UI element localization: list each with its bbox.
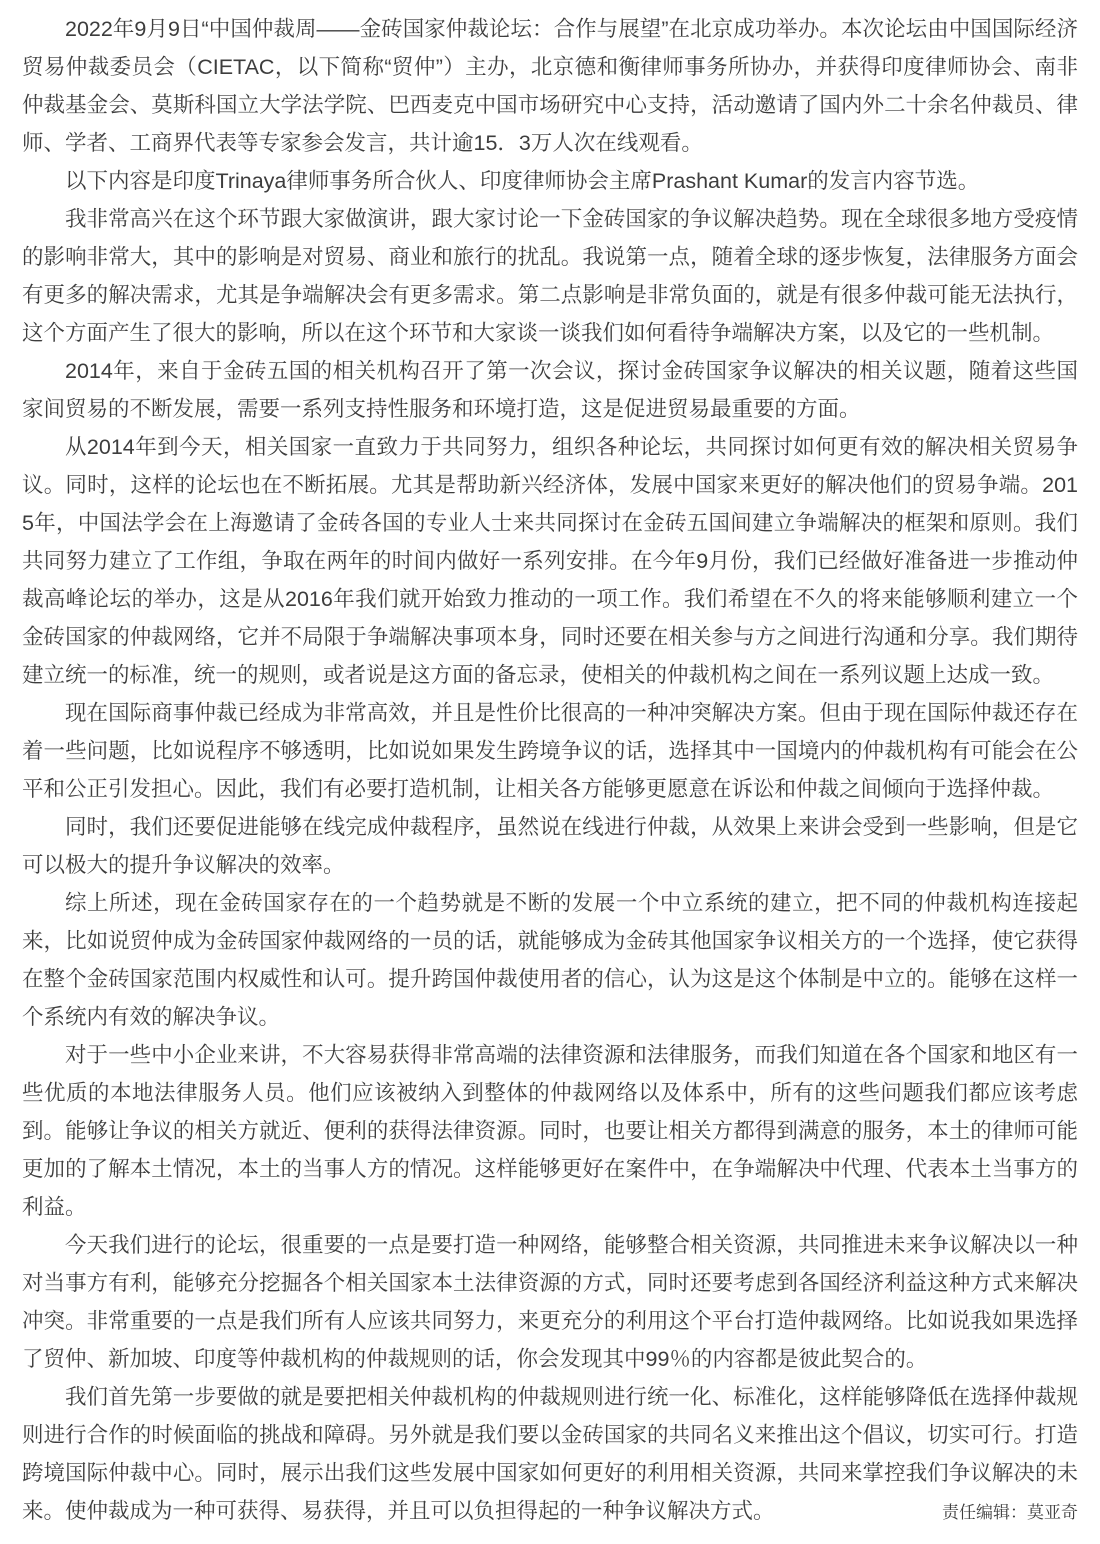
paragraph-forum: 今天我们进行的论坛，很重要的一点是要打造一种网络，能够整合相关资源，共同推进未来争议解决以一种对当事方有利，能够充分挖掘各个相关国家本土法律资源的方式，同时还要考虑到各国经济利益这种方式来解决冲突。非常重要的一点是我们所有人应该共同努力，来更充分的利用这个平台打造仲裁网络。比如说我如果选择了贸仲、新加坡、印度等仲裁机构的仲裁规则的话，你会发现其中99％的内容都是彼此契合的。 [22,1233,1078,1371]
paragraph-steps: 我们首先第一步要做的就是要把相关仲裁机构的仲裁规则进行统一化、标准化，这样能够降低在选择仲裁规则进行合作的时候面临的挑战和障碍。另外就是我们要以金砖国家的共同名义来推出这个倡议，切实可行。打造跨境国际仲裁中心。同时，展示出我们这些发展中国家如何更好的利用相关资源，共同来掌控我们争议解决的未来。使仲裁成为一种可获得、易获得，并且可以负担得起的一种争议解决方式。 [22,1385,1078,1523]
paragraph-summary: 综上所述，现在金砖国家存在的一个趋势就是不断的发展一个中立系统的建立，把不同的仲裁机构连接起来，比如说贸仲成为金砖国家仲裁网络的一员的话，就能够成为金砖其他国家争议相关方的一个选择，使它获得在整个金砖国家范围内权威性和认可。提升跨国仲裁使用者的信心，认为这是这个体制是中立的。能够在这样一个系统内有效的解决争议。 [22,891,1078,1029]
paragraph-sme: 对于一些中小企业来讲，不大容易获得非常高端的法律资源和法律服务，而我们知道在各个国家和地区有一些优质的本地法律服务人员。他们应该被纳入到整体的仲裁网络以及体系中，所有的这些问题我们都应该考虑到。能够让争议的相关方就近、便利的获得法律资源。同时，也要让相关方都得到满意的服务，本土的律师可能更加的了解本土情况，本土的当事人方的情况。这样能够更好在案件中，在争端解决中代理、代表本土当事方的利益。 [22,1043,1078,1219]
paragraph-progress: 从2014年到今天，相关国家一直致力于共同努力，组织各种论坛，共同探讨如何更有效的解决相关贸易争议。同时，这样的论坛也在不断拓展。尤其是帮助新兴经济体，发展中国家来更好的解决他们的贸易争端。2015年，中国法学会在上海邀请了金砖各国的专业人士来共同探讨在金砖五国间建立争端解决的框架和原则。我们共同努力建立了工作组，争取在两年的时间内做好一系列安排。在今年9月份，我们已经做好准备进一步推动仲裁高峰论坛的举办，这是从2016年我们就开始致力推动的一项工作。我们希望在不久的将来能够顺利建立一个金砖国家的仲裁网络，它并不局限于争端解决事项本身，同时还要在相关参与方之间进行沟通和分享。我们期待建立统一的标准，统一的规则，或者说是这方面的备忘录，使相关的仲裁机构之间在一系列议题上达成一致。 [22,435,1078,687]
article-body [22,10,1078,1530]
paragraph-intro: 2022年9月9日“中国仲裁周——金砖国家仲裁论坛：合作与展望”在北京成功举办。本次论坛由中国国际经济贸易仲裁委员会（CIETAC，以下简称“贸仲”）主办，北京德和衡律师事务所协办，并获得印度律师协会、南非仲裁基金会、莫斯科国立大学法学院、巴西麦克中国市场研究中心支持，活动邀请了国内外二十余名仲裁员、律师、学者、工商界代表等专家参会发言，共计逾15．3万人次在线观看。 [22,17,1078,155]
paragraph-2014: 2014年，来自于金砖五国的相关机构召开了第一次会议，探讨金砖国家争议解决的相关议题，随着这些国家间贸易的不断发展，需要一系列支持性服务和环境打造，这是促进贸易最重要的方面。 [22,359,1078,421]
paragraph-speaker-note: 以下内容是印度Trinaya律师事务所合伙人、印度律师协会主席Prashant Kumar的发言内容节选。 [65,169,980,193]
editor-credit: 责任编辑：莫亚奇 [942,1503,1078,1522]
paragraph-opening: 我非常高兴在这个环节跟大家做演讲，跟大家讨论一下金砖国家的争议解决趋势。现在全球很多地方受疫情的影响非常大，其中的影响是对贸易、商业和旅行的扰乱。我说第一点，随着全球的逐步恢复，法律服务方面会有更多的解决需求，尤其是争端解决会有更多需求。第二点影响是非常负面的，就是有很多仲裁可能无法执行，这个方面产生了很大的影响，所以在这个环节和大家谈一谈我们如何看待争端解决方案，以及它的一些机制。 [22,207,1078,345]
paragraph-efficiency: 现在国际商事仲裁已经成为非常高效，并且是性价比很高的一种冲突解决方案。但由于现在国际仲裁还存在着一些问题，比如说程序不够透明，比如说如果发生跨境争议的话，选择其中一国境内的仲裁机构有可能会在公平和公正引发担心。因此，我们有必要打造机制，让相关各方能够更愿意在诉讼和仲裁之间倾向于选择仲裁。 [22,701,1078,801]
paragraph-online: 同时，我们还要促进能够在线完成仲裁程序，虽然说在线进行仲裁，从效果上来讲会受到一些影响，但是它可以极大的提升争议解决的效率。 [22,815,1078,877]
